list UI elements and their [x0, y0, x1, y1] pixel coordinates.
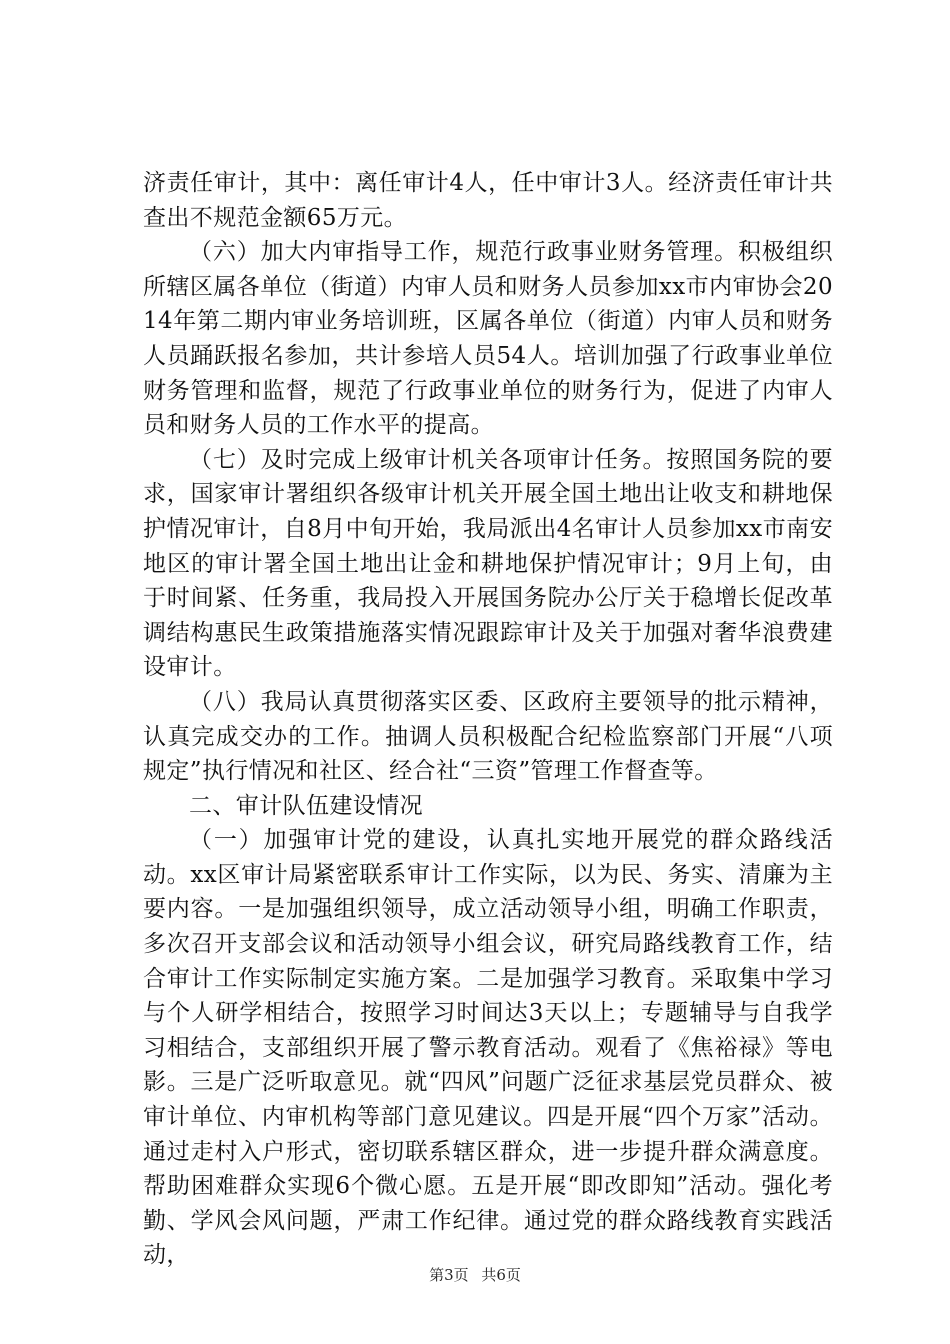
paragraph-item-8: （八）我局认真贯彻落实区委、区政府主要领导的批示精神，认真完成交办的工作。抽调人员积极配合纪检监察部门开展“八项规定”执行情况和社区、经合社“三资”管理工作督查等。	[143, 688, 833, 785]
paragraph-section-2-item-1: （一）加强审计党的建设，认真扎实地开展党的群众路线活动。xx区审计局紧密联系审计工作实际，以为民、务实、清廉为主要内容。一是加强组织领导，成立活动领导小组，明确工作职责，多次召开支部会议和活动领导小组会议，研究局路线教育工作，结合审计工作实际制定实施方案。二是加强学习教育。采取集中学习与个人研学相结合，按照学习时间达3天以上；专题辅导与自我学习相结合，支部组织开展了警示教育活动。观看了《焦裕禄》等电影。三是广泛听取意见。就“四风”问题广泛征求基层党员群众、被审计单位、内审机构等部门意见建议。四是开展“四个万家”活动。通过走村入户形式，密切联系辖区群众，进一步提升群众满意度。帮助困难群众实现6个微心愿。五是开展“即改即知”活动。强化考勤、学风会风问题，严肃工作纪律。通过党的群众路线教育实践活动，	[143, 827, 833, 1269]
document-body	[143, 166, 833, 1273]
paragraph-item-7: （七）及时完成上级审计机关各项审计任务。按照国务院的要求，国家审计署组织各级审计机关开展全国土地出让收支和耕地保护情况审计，自8月中旬开始，我局派出4名审计人员参加xx市南安地区的审计署全国土地出让金和耕地保护情况审计；9月上旬，由于时间紧、任务重，我局投入开展国务院办公厅关于稳增长促改革调结构惠民生政策措施落实情况跟踪审计及关于加强对奢华浪费建设审计。	[143, 446, 833, 681]
section-heading: 二、审计队伍建设情况	[189, 792, 423, 819]
page-footer	[0, 1265, 950, 1285]
total-page-count: 共6页	[481, 1266, 521, 1284]
paragraph-item-6: （六）加大内审指导工作，规范行政事业财务管理。积极组织所辖区属各单位（街道）内审人员和财务人员参加xx市内审协会2014年第二期内审业务培训班，区属各单位（街道）内审人员和财务人员踊跃报名参加，共计参培人员54人。培训加强了行政事业单位财务管理和监督，规范了行政事业单位的财务行为，促进了内审人员和财务人员的工作水平的提高。	[143, 239, 833, 439]
current-page-number: 第3页	[429, 1266, 469, 1284]
paragraph-continuation: 济责任审计，其中：离任审计4人，任中审计3人。经济责任审计共查出不规范金额65万元。	[143, 170, 833, 231]
